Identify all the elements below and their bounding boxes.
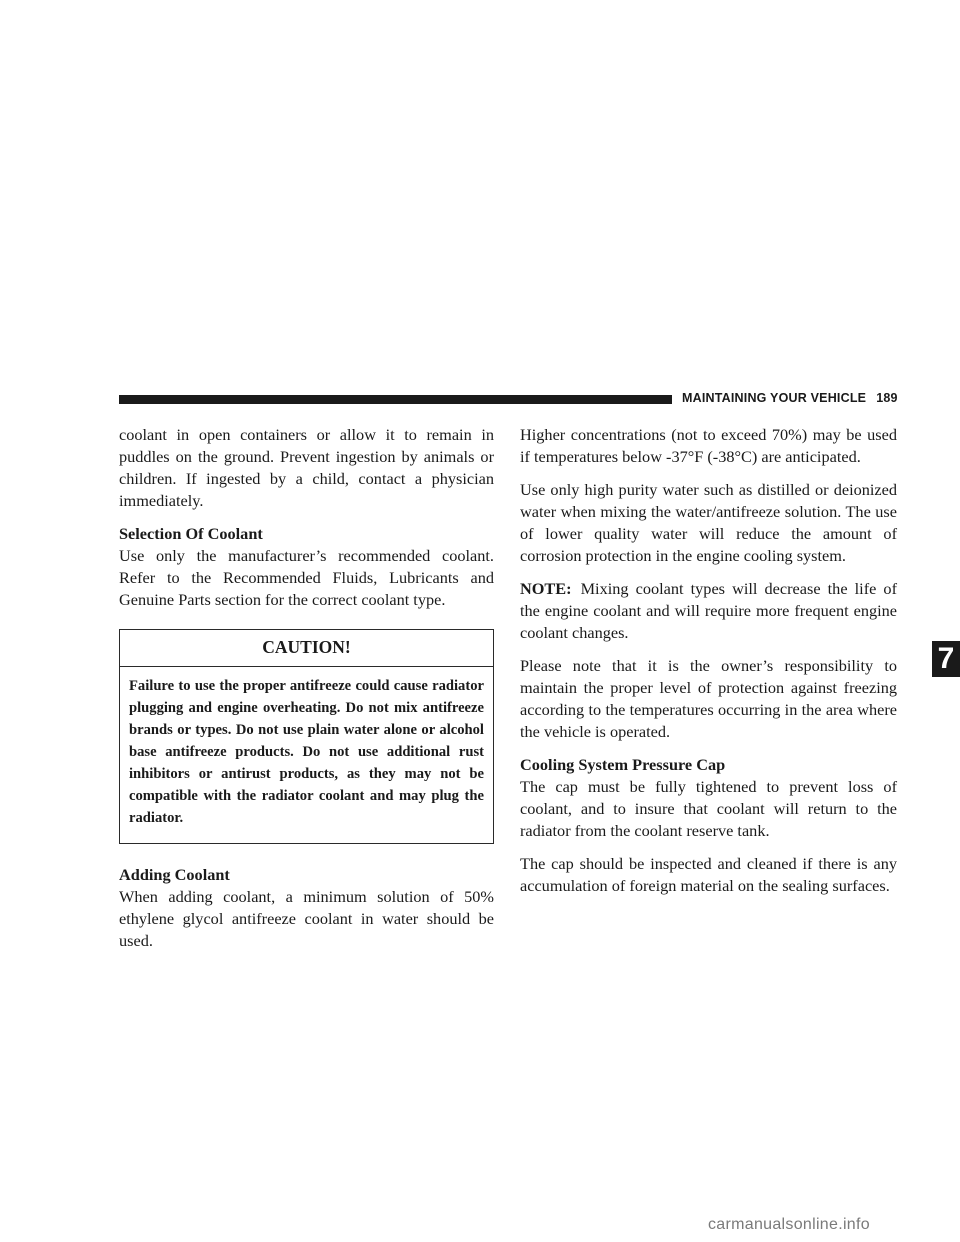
chapter-tab: 7: [932, 641, 960, 677]
caution-title: CAUTION!: [262, 637, 351, 657]
caution-box: [119, 629, 494, 844]
page-number: 189: [876, 391, 898, 405]
cap-paragraph: The cap must be fully tightened to prevent loss of coolant, and to insure that coolant will return to the radiator from the coolant reserve tank.: [520, 777, 897, 840]
header-rule: [119, 395, 672, 404]
caution-body: Failure to use the proper antifreeze could cause radiator plugging and engine overheating. Do not mix antifreeze brands or types. Do not use plain water alone or alcohol base antifreeze products. Do not use additional rust inhibitors or antirust products, as they may not be compatible with the radiator coolant and may plug the radiator.: [129, 678, 484, 826]
watermark: carmanualsonline.info: [708, 1216, 870, 1233]
selection-heading: Selection Of Coolant: [119, 524, 263, 543]
responsibility-paragraph: Please note that it is the owner’s responsibility to maintain the proper level of protection against freezing according to the temperatures occurring in the area where the vehicle is operated.: [520, 656, 897, 741]
inspect-paragraph: The cap should be inspected and cleaned if there is any accumulation of foreign material on the sealing surfaces.: [520, 854, 897, 895]
running-header: [682, 391, 898, 405]
cap-heading: Cooling System Pressure Cap: [520, 755, 726, 774]
section-title: MAINTAINING YOUR VEHICLE: [682, 391, 867, 405]
note-paragraph: [520, 578, 897, 644]
adding-paragraph: When adding coolant, a minimum solution of 50% ethylene glycol antifreeze coolant in water should be used.: [119, 887, 494, 950]
note-text: Mixing coolant types will decrease the life of the engine coolant and will require more frequent engine coolant changes.: [520, 579, 897, 642]
selection-paragraph: Use only the manufacturer’s recommended coolant. Refer to the Recommended Fluids, Lubricants and Genuine Parts section for the correct coolant type.: [119, 546, 494, 609]
left-column: [119, 424, 494, 963]
concentration-paragraph: Higher concentrations (not to exceed 70%) may be used if temperatures below -37°F (-38°C) are anticipated.: [520, 425, 897, 466]
water-paragraph: Use only high purity water such as distilled or deionized water when mixing the water/antifreeze solution. The use of lower quality water will reduce the amount of corrosion protection in the engine cooling system.: [520, 480, 897, 565]
intro-paragraph: coolant in open containers or allow it to remain in puddles on the ground. Prevent ingestion by animals or children. If ingested by a child, contact a physician immediately.: [119, 425, 494, 510]
note-label: NOTE:: [520, 579, 572, 598]
caution-divider: [120, 666, 493, 667]
right-column: [520, 424, 897, 908]
adding-heading: Adding Coolant: [119, 865, 230, 884]
